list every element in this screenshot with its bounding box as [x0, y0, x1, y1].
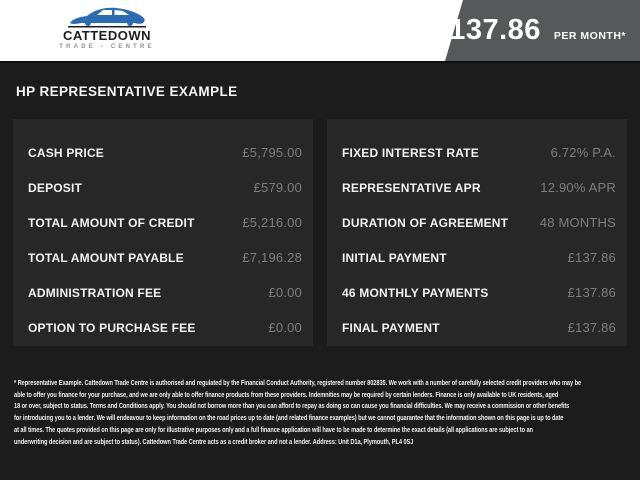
- row-label: DEPOSIT: [28, 180, 83, 195]
- table-row: [342, 170, 616, 205]
- dealer-logo[interactable]: [59, 6, 155, 50]
- finance-panel-left: [13, 119, 313, 346]
- row-value: £0.00: [268, 285, 302, 300]
- monthly-price: £137.86: [432, 14, 541, 46]
- table-row: [342, 205, 616, 240]
- row-value: 6.72% P.A.: [550, 145, 616, 160]
- legal-disclaimer: [14, 377, 638, 447]
- header-bar: [0, 0, 640, 63]
- table-row: [28, 135, 302, 170]
- row-label: TOTAL AMOUNT OF CREDIT: [28, 215, 195, 230]
- row-value: £7,196.28: [242, 250, 302, 265]
- finance-panel-right: [327, 119, 627, 346]
- row-value: £137.86: [567, 250, 616, 265]
- row-label: REPRESENTATIVE APR: [342, 180, 481, 195]
- row-value: 12.90% APR: [540, 180, 616, 195]
- row-value: £5,795.00: [242, 145, 302, 160]
- row-label: CASH PRICE: [28, 145, 105, 160]
- row-value: £0.00: [268, 320, 302, 335]
- row-value: £579.00: [253, 180, 302, 195]
- row-value: £5,216.00: [242, 215, 302, 230]
- table-row: [342, 310, 616, 345]
- page-title: HP REPRESENTATIVE EXAMPLE: [16, 84, 238, 99]
- monthly-price-banner: [433, 0, 626, 61]
- row-label: ADMINISTRATION FEE: [28, 285, 162, 300]
- table-row: [342, 135, 616, 170]
- table-row: [28, 205, 302, 240]
- row-label: TOTAL AMOUNT PAYABLE: [28, 250, 184, 265]
- disclaimer-line: at all times. The quotes provided on this page are only for illustrative purposes only and a full finance application will have to be made to determine the exact details (all applications are subject to an: [14, 424, 533, 434]
- row-label: OPTION TO PURCHASE FEE: [28, 320, 196, 335]
- row-label: 46 MONTHLY PAYMENTS: [342, 285, 489, 300]
- disclaimer-line: able to offer you finance for your purchase, and we are only able to offer finance products from these providers. Indemnities may be required by certain lenders. Finance is only available to UK residents, aged: [14, 389, 559, 399]
- car-logo-icon: [68, 6, 146, 28]
- monthly-price-suffix: PER MONTH*: [553, 30, 626, 42]
- disclaimer-line: 18 or over, subject to status. Terms and Conditions apply. You should not borrow more than you can afford to repay as doing so can cause you financial difficulties. We may receive a commission or other benefits: [14, 401, 570, 411]
- row-value: £137.86: [567, 320, 616, 335]
- disclaimer-line: for introducing you to a lender. We will endeavour to keep information on the road prices up to date (and related finance examples) but we cannot guarantee that the information shown on this page is up to date: [14, 413, 564, 423]
- dealer-name: CATTEDOWN: [62, 28, 152, 43]
- disclaimer-line: underwriting decision and are subject to status). Cattedown Trade Centre acts as a credit broker and not a lender. Address: Unit D1a, Plymouth, PL4 0SJ: [14, 436, 414, 446]
- table-row: [28, 170, 302, 205]
- dealer-tagline: TRADE - CENTRE: [59, 44, 155, 50]
- table-row: [342, 275, 616, 310]
- table-row: [28, 240, 302, 275]
- finance-panels: [13, 119, 627, 346]
- row-label: DURATION OF AGREEMENT: [342, 215, 509, 230]
- disclaimer-line: * Representative Example. Cattedown Trade Centre is authorised and regulated by the Financial Conduct Authority, registered number 802835. We work with a number of carefully selected credit providers who may be: [14, 378, 582, 387]
- table-row: [28, 310, 302, 345]
- row-value: £137.86: [567, 285, 616, 300]
- row-label: FIXED INTEREST RATE: [342, 145, 479, 160]
- row-label: INITIAL PAYMENT: [342, 250, 447, 265]
- row-label: FINAL PAYMENT: [342, 320, 440, 335]
- table-row: [28, 275, 302, 310]
- table-row: [342, 240, 616, 275]
- row-value: 48 MONTHS: [539, 215, 616, 230]
